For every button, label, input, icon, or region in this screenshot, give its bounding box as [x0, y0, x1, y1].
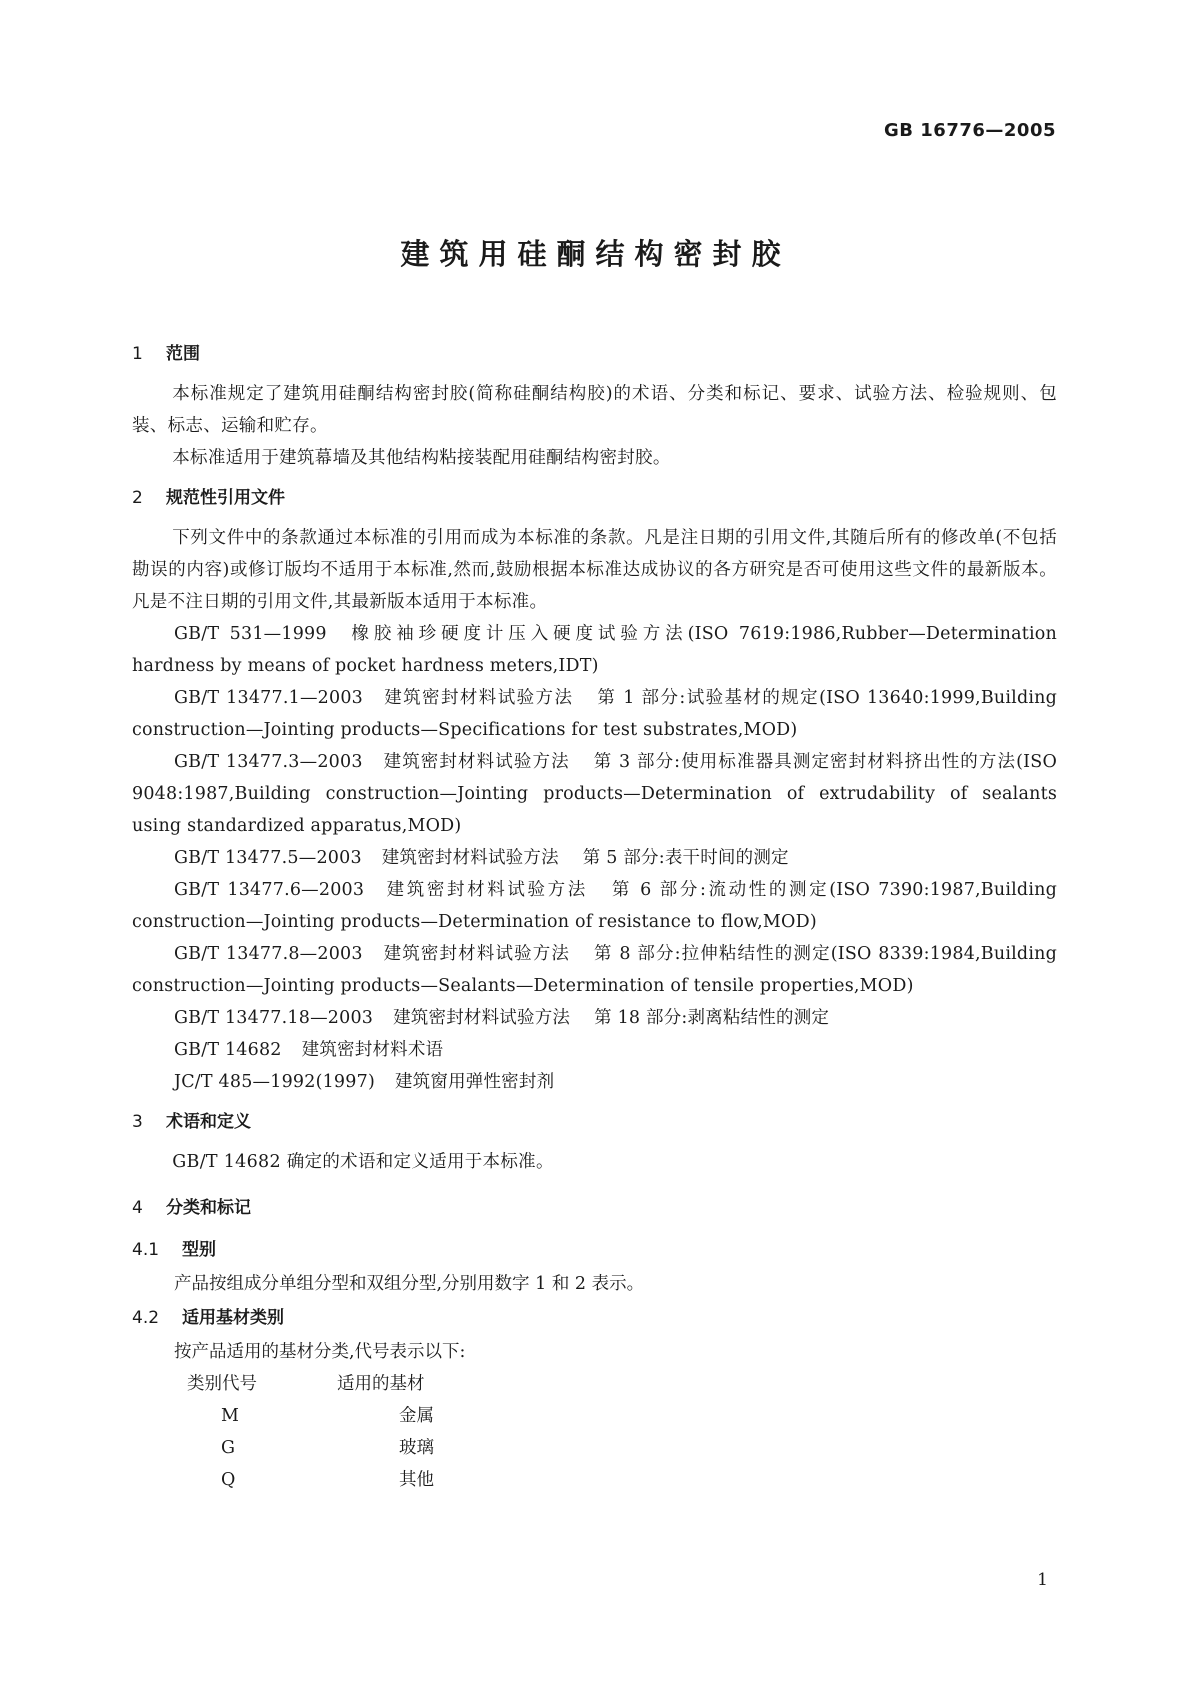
table-cell-material: 玻璃	[399, 1438, 434, 1458]
reference-item: GB/T 13477.3—2003 建筑密封材料试验方法 第 3 部分:使用标准器具测定密封材料挤出性的方法(ISO 9048:1987,Building construction—Jointing products—Determination of extrudability of sealants using standardized apparatus,MOD)	[132, 752, 1058, 836]
section-number: 1	[132, 344, 143, 364]
section-number: 3	[132, 1112, 143, 1132]
section-heading-1	[132, 336, 1057, 372]
reference-item: GB/T 13477.1—2003 建筑密封材料试验方法 第 1 部分:试验基材的规定(ISO 13640:1999,Building construction—Jointing products—Specifications for test substrates,MOD)	[132, 688, 1058, 740]
substrate-table	[187, 1368, 1057, 1496]
table-row	[187, 1464, 1057, 1496]
subsection-title: 型别	[182, 1240, 216, 1260]
reference-item: GB/T 531—1999 橡胶袖珍硬度计压入硬度试验方法(ISO 7619:1986,Rubber—Determination hardness by means of pocket hardness meters,IDT)	[132, 624, 1057, 676]
section-title: 范围	[166, 344, 200, 364]
standard-code: GB 16776—2005	[884, 120, 1056, 141]
section-heading-2	[132, 480, 1057, 516]
paragraph: 本标准规定了建筑用硅酮结构密封胶(简称硅酮结构胶)的术语、分类和标记、要求、试验方法、检验规则、包装、标志、运输和贮存。	[132, 384, 1057, 436]
subsection-number: 4.1	[132, 1240, 160, 1260]
paragraph: 产品按组成分单组分型和双组分型,分别用数字 1 和 2 表示。	[174, 1274, 645, 1294]
table-cell-material: 金属	[399, 1406, 434, 1426]
table-cell-code: M	[221, 1406, 239, 1426]
reference-item: JC/T 485—1992(1997) 建筑窗用弹性密封剂	[174, 1072, 555, 1092]
table-row	[187, 1400, 1057, 1432]
section-title: 分类和标记	[166, 1198, 251, 1218]
document-body	[132, 336, 1057, 1496]
subsection-heading-4-1	[132, 1232, 1057, 1268]
paragraph: 下列文件中的条款通过本标准的引用而成为本标准的条款。凡是注日期的引用文件,其随后所有的修改单(不包括勘误的内容)或修订版均不适用于本标准,然而,鼓励根据本标准达成协议的各方研究是否可使用这些文件的最新版本。凡是不注日期的引用文件,其最新版本适用于本标准。	[132, 528, 1057, 612]
section-title: 术语和定义	[166, 1112, 251, 1132]
section-number: 4	[132, 1198, 143, 1218]
document-title: 建筑用硅酮结构密封胶	[400, 237, 791, 271]
paragraph: 按产品适用的基材分类,代号表示以下:	[174, 1342, 466, 1362]
paragraph: 本标准适用于建筑幕墙及其他结构粘接装配用硅酮结构密封胶。	[172, 448, 671, 468]
paragraph: GB/T 14682 确定的术语和定义适用于本标准。	[172, 1152, 554, 1172]
section-title: 规范性引用文件	[166, 488, 285, 508]
section-heading-3	[132, 1104, 1057, 1140]
reference-item: GB/T 13477.5—2003 建筑密封材料试验方法 第 5 部分:表干时间的测定	[174, 848, 789, 868]
reference-item: GB/T 13477.6—2003 建筑密封材料试验方法 第 6 部分:流动性的测定(ISO 7390:1987,Building construction—Jointing products—Determination of resistance to flow,MOD)	[132, 880, 1058, 932]
reference-item: GB/T 14682 建筑密封材料术语	[174, 1040, 444, 1060]
table-header-row	[187, 1368, 1057, 1400]
subsection-number: 4.2	[132, 1308, 160, 1328]
subsection-title: 适用基材类别	[182, 1308, 284, 1328]
table-cell-code: Q	[221, 1470, 236, 1490]
reference-item: GB/T 13477.18—2003 建筑密封材料试验方法 第 18 部分:剥离粘结性的测定	[174, 1008, 830, 1028]
table-header-cell: 适用的基材	[337, 1374, 425, 1394]
table-cell-material: 其他	[399, 1470, 434, 1490]
subsection-heading-4-2	[132, 1300, 1057, 1336]
table-header-cell: 类别代号	[187, 1374, 257, 1394]
reference-item: GB/T 13477.8—2003 建筑密封材料试验方法 第 8 部分:拉伸粘结性的测定(ISO 8339:1984,Building construction—Jointing products—Sealants—Determination of tensile properties,MOD)	[132, 944, 1057, 996]
table-cell-code: G	[221, 1438, 235, 1458]
page-number: 1	[1037, 1570, 1048, 1590]
section-heading-4	[132, 1190, 1057, 1226]
table-row	[187, 1432, 1057, 1464]
section-number: 2	[132, 488, 143, 508]
